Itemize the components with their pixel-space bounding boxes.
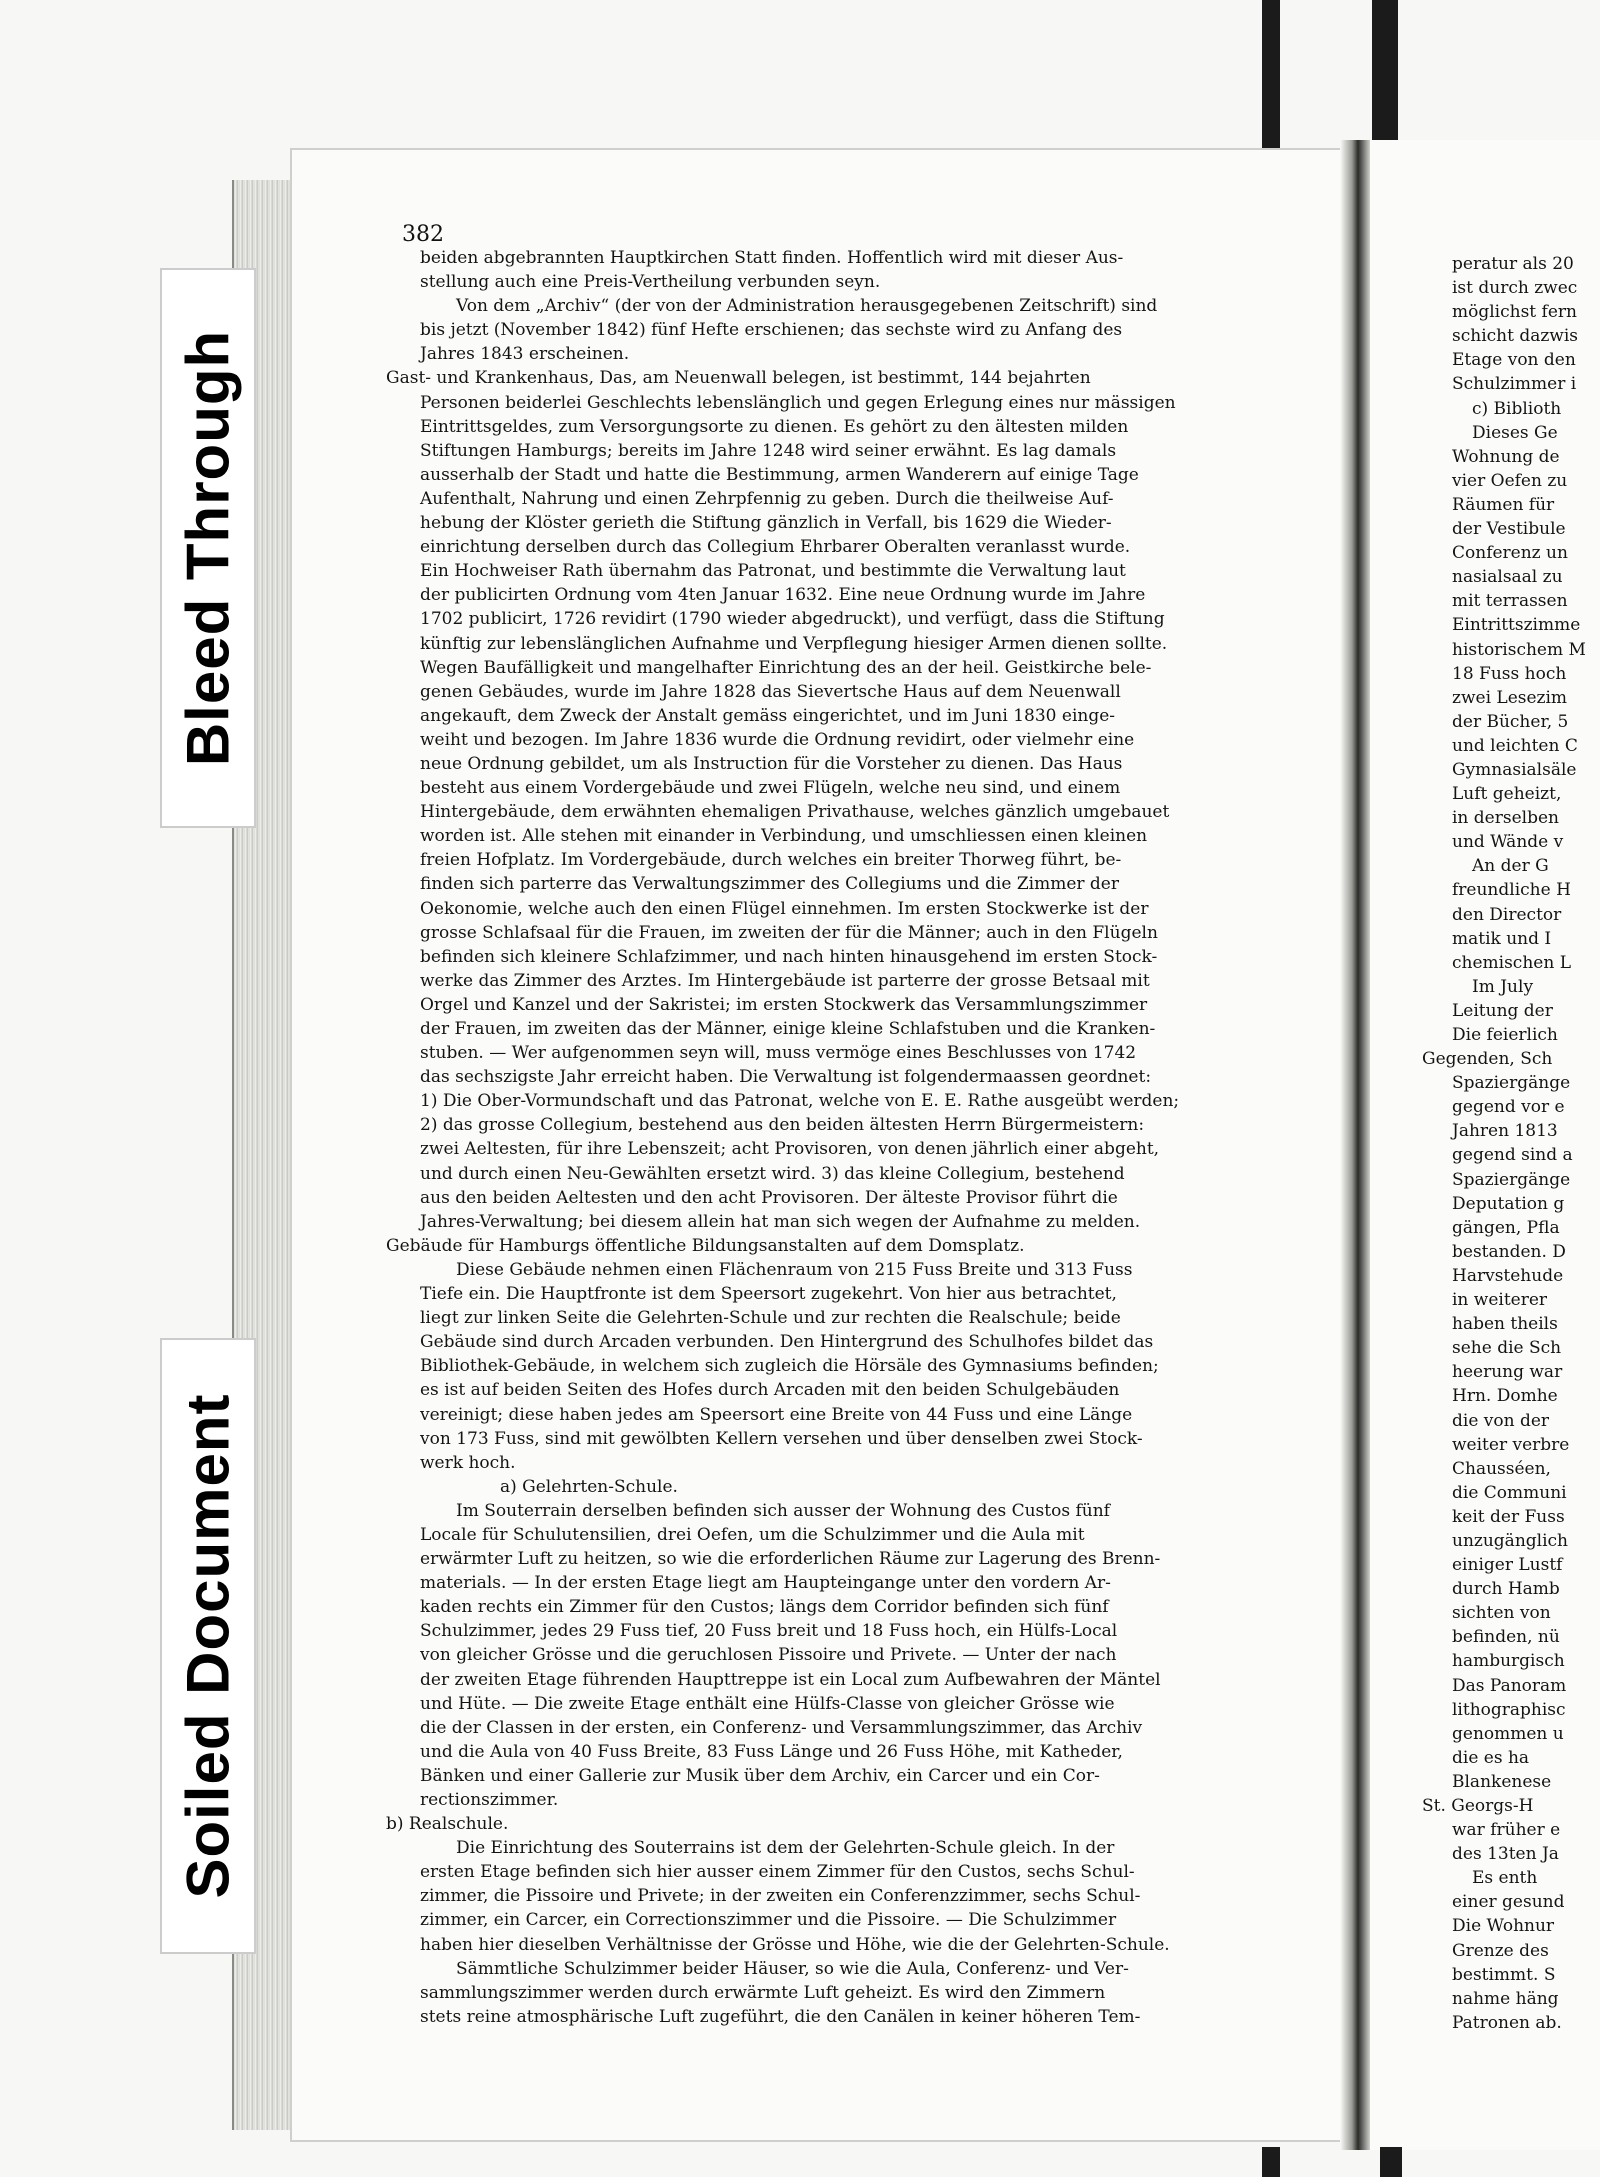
text-line: schicht dazwis xyxy=(1452,326,1579,347)
text-line: mit terrassen xyxy=(1452,591,1568,612)
bleed-through-label: Bleed Through xyxy=(174,329,242,767)
text-line: das sechszigste Jahr erreicht haben. Die Verwaltung ist folgendermaassen geordnet: xyxy=(420,1067,1152,1088)
text-line: Gegenden, Sch xyxy=(1422,1049,1553,1070)
text-line: angekauft, dem Zweck der Anstalt gemäss eingerichtet, und im Juni 1830 einge- xyxy=(420,705,1116,726)
text-line: Eintrittsgeldes, zum Versorgungsorte zu dienen. Es gehört zu den ältesten milden xyxy=(420,416,1129,437)
text-line: liegt zur linken Seite die Gelehrten-Schule und zur rechten die Realschule; beide xyxy=(420,1308,1121,1329)
text-line: chemischen L xyxy=(1452,952,1571,973)
text-line: Etage von den xyxy=(1452,350,1576,371)
text-line: hamburgisch xyxy=(1452,1651,1565,1672)
text-line: einrichtung derselben durch das Collegium Ehrbarer Oberalten veranlasst wurde. xyxy=(420,537,1131,558)
text-line: aus den beiden Aeltesten und den acht Provisoren. Der älteste Provisor führt die xyxy=(420,1187,1118,1208)
text-line: bestimmt. S xyxy=(1452,1964,1556,1985)
text-line: Gebäude für Hamburgs öffentliche Bildungsanstalten auf dem Domsplatz. xyxy=(386,1235,1025,1256)
text-line: Es enth xyxy=(1472,1868,1538,1889)
text-line: Gebäude sind durch Arcaden verbunden. Den Hintergrund des Schulhofes bildet das xyxy=(420,1332,1154,1353)
text-line: Jahren 1813 xyxy=(1452,1121,1558,1142)
right-page-text xyxy=(1422,252,1602,2035)
text-line: Blankenese xyxy=(1452,1771,1552,1792)
text-line: c) Biblioth xyxy=(1472,398,1562,419)
text-line: den Director xyxy=(1452,904,1562,925)
text-line: in derselben xyxy=(1452,808,1559,829)
text-line: Stiftungen Hamburgs; bereits im Jahre 1248 wird seiner erwähnt. Es lag damals xyxy=(420,440,1117,461)
text-line: einer gesund xyxy=(1452,1892,1565,1913)
text-line: haben theils xyxy=(1452,1314,1558,1335)
text-line: vereinigt; diese haben jedes am Speersort eine Breite von 44 Fuss und eine Länge xyxy=(420,1404,1133,1425)
text-line: von gleicher Grösse und die geruchlosen Pissoire und Privete. — Unter der nach xyxy=(420,1645,1117,1666)
text-line: Orgel und Kanzel und der Sakristei; im ersten Stockwerk das Versammlungszimmer xyxy=(420,994,1148,1015)
text-line: zwei Lesezim xyxy=(1452,687,1568,708)
text-line: gegend sind a xyxy=(1452,1145,1573,1166)
text-line: erwärmter Luft zu heitzen, so wie die erforderlichen Räume zur Lagerung des Brenn- xyxy=(420,1549,1161,1570)
text-line: besteht aus einem Vordergebäude und zwei Flügeln, welche neu sind, und einem xyxy=(420,778,1121,799)
text-line: stellung auch eine Preis-Vertheilung verbunden seyn. xyxy=(420,272,881,293)
text-line: b) Realschule. xyxy=(386,1814,509,1835)
text-line: Sämmtliche Schulzimmer beider Häuser, so wie die Aula, Conferenz- und Ver- xyxy=(456,1958,1129,1979)
text-line: gegend vor e xyxy=(1452,1097,1565,1118)
text-line: Spaziergänge xyxy=(1452,1169,1571,1190)
text-line: Oekonomie, welche auch den einen Flügel einnehmen. Im ersten Stockwerke ist der xyxy=(420,898,1149,919)
page-number: 382 xyxy=(402,222,444,247)
text-line: freundliche H xyxy=(1452,880,1571,901)
text-line: Tiefe ein. Die Hauptfronte ist dem Speersort zugekehrt. Von hier aus betrachtet, xyxy=(420,1284,1117,1305)
text-line: matik und I xyxy=(1452,928,1552,949)
text-line: worden ist. Alle stehen mit einander in Verbindung, und umschliessen einen kleinen xyxy=(420,826,1148,847)
text-line: Die Wohnur xyxy=(1452,1916,1555,1937)
text-line: finden sich parterre das Verwaltungszimmer des Collegiums und die Zimmer der xyxy=(420,874,1119,895)
text-line: Bänken und einer Gallerie zur Musik über dem Archiv, ein Carcer und ein Cor- xyxy=(420,1765,1100,1786)
text-line: zimmer, ein Carcer, ein Correctionszimmer und die Pissoire. — Die Schulzimmer xyxy=(420,1910,1117,1931)
text-line: lithographisc xyxy=(1452,1699,1566,1720)
text-line: haben hier dieselben Verhältnisse der Grösse und Höhe, wie die der Gelehrten-Schule. xyxy=(420,1934,1170,1955)
text-line: und die Aula von 40 Fuss Breite, 83 Fuss Länge und 26 Fuss Höhe, mit Katheder, xyxy=(420,1741,1123,1762)
text-line: materials. — In der ersten Etage liegt am Haupteingange unter den vordern Ar- xyxy=(420,1573,1111,1594)
text-line: von 173 Fuss, sind mit gewölbten Kellern versehen und über denselben zwei Stock- xyxy=(420,1428,1143,1449)
text-line: Schulzimmer i xyxy=(1452,374,1577,395)
text-line: Jahres-Verwaltung; bei diesem allein hat man sich wegen der Aufnahme zu melden. xyxy=(420,1211,1141,1232)
text-line: Von dem „Archiv“ (der von der Administration herausgegebenen Zeitschrift) sind xyxy=(456,296,1158,317)
text-line: grosse Schlafsaal für die Frauen, im zweiten der für die Männer; auch in den Flügeln xyxy=(420,922,1158,943)
left-page-text xyxy=(386,246,1340,2029)
text-line: der Frauen, im zweiten das der Männer, einige kleine Schlafstuben und die Kranken- xyxy=(420,1019,1156,1039)
text-line: war früher e xyxy=(1452,1820,1561,1841)
text-line: 2) das grosse Collegium, bestehend aus den beiden ältesten Herrn Bürgermeistern: xyxy=(420,1115,1145,1136)
text-line: in weiterer xyxy=(1452,1290,1548,1311)
text-line: der Vestibule xyxy=(1452,519,1566,540)
text-line: Hrn. Domhe xyxy=(1452,1386,1558,1407)
text-line: zimmer, die Pissoire und Privete; in der zweiten ein Conferenzzimmer, sechs Schul- xyxy=(420,1886,1141,1907)
text-line: der zweiten Etage führenden Haupttreppe ist ein Local zum Aufbewahren der Mäntel xyxy=(420,1669,1161,1690)
text-line: Gast- und Krankenhaus, Das, am Neuenwall belegen, ist bestimmt, 144 bejahrten xyxy=(386,368,1091,389)
text-line: genen Gebäudes, wurde im Jahre 1828 das Sievertsche Haus auf dem Neuenwall xyxy=(420,681,1121,702)
scanner-background-top-right xyxy=(1372,0,1398,150)
text-line: Spaziergänge xyxy=(1452,1073,1571,1094)
text-line: Ein Hochweiser Rath übernahm das Patronat, und bestimmte die Verwaltung laut xyxy=(420,561,1126,582)
text-line: peratur als 20 xyxy=(1452,254,1574,274)
text-line: möglichst fern xyxy=(1452,302,1577,323)
text-line: Wegen Baufälligkeit und mangelhafter Einrichtung des an der heil. Geistkirche bele- xyxy=(420,657,1152,678)
text-line: Deputation g xyxy=(1452,1193,1565,1214)
text-line: 18 Fuss hoch xyxy=(1452,663,1567,684)
text-line: rectionszimmer. xyxy=(420,1790,559,1810)
soiled-document-tab xyxy=(160,1338,256,1954)
text-line: und durch einen Neu-Gewählten ersetzt wird. 3) das kleine Collegium, bestehend xyxy=(420,1163,1125,1184)
text-line: hebung der Klöster gerieth die Stiftung gänzlich in Verfall, bis 1629 die Wieder- xyxy=(420,513,1112,534)
text-line: Gymnasialsäle xyxy=(1452,759,1577,780)
text-line: Locale für Schulutensilien, drei Oefen, um die Schulzimmer und die Aula mit xyxy=(420,1524,1085,1545)
text-line: einiger Lustf xyxy=(1452,1555,1563,1576)
text-line: werk hoch. xyxy=(420,1452,516,1473)
text-line: weiter verbre xyxy=(1452,1434,1570,1455)
text-line: und leichten C xyxy=(1452,735,1578,756)
text-line: unzugänglich xyxy=(1452,1530,1568,1551)
text-line: stuben. — Wer aufgenommen seyn will, muss vermöge eines Beschlusses von 1742 xyxy=(420,1043,1137,1064)
text-line: 1702 publicirt, 1726 revidirt (1790 wieder abgedruckt), und verfügt, dass die Stiftung xyxy=(420,609,1165,630)
text-line: Leitung der xyxy=(1452,1000,1553,1021)
text-line: nahme häng xyxy=(1452,1988,1559,2009)
text-line: künftig zur lebenslänglichen Aufnahme und Verpflegung hiesiger Armen dienen sollte. xyxy=(420,633,1168,654)
text-line: kaden rechts ein Zimmer für den Custos; längs dem Corridor befinden sich fünf xyxy=(420,1597,1109,1618)
text-line: Diese Gebäude nehmen einen Flächenraum von 215 Fuss Breite und 313 Fuss xyxy=(456,1259,1133,1280)
text-line: ausserhalb der Stadt und hatte die Bestimmung, armen Wanderern auf einige Tage xyxy=(420,464,1139,485)
text-line: Aufenthalt, Nahrung und einen Zehrpfennig zu geben. Durch die theilweise Auf- xyxy=(420,488,1114,509)
text-line: weiht und bezogen. Im Jahre 1836 wurde die Ordnung revidirt, oder vielmehr eine xyxy=(420,729,1135,750)
text-line: genommen u xyxy=(1452,1723,1564,1744)
text-line: die Communi xyxy=(1452,1482,1567,1503)
text-line: a) Gelehrten-Schule. xyxy=(500,1476,678,1497)
text-line: St. Georgs-H xyxy=(1422,1796,1534,1816)
text-line: die der Classen in der ersten, ein Conferenz- und Versammlungszimmer, das Archiv xyxy=(420,1717,1143,1738)
scanner-background-bottom-right xyxy=(1380,2147,1402,2177)
text-line: sehe die Sch xyxy=(1452,1338,1562,1359)
text-line: Das Panoram xyxy=(1452,1675,1567,1696)
text-line: befinden, nü xyxy=(1452,1627,1560,1648)
text-line: heerung war xyxy=(1452,1362,1563,1383)
text-line: sammlungszimmer werden durch erwärmte Luft geheizt. Es wird den Zimmern xyxy=(420,1982,1106,2003)
text-line: Harvstehude xyxy=(1452,1265,1564,1286)
text-line: Jahres 1843 erscheinen. xyxy=(420,344,630,365)
text-line: ist durch zwec xyxy=(1452,278,1578,299)
text-line: die von der xyxy=(1452,1410,1550,1431)
text-line: durch Hamb xyxy=(1452,1579,1560,1600)
text-line: keit der Fuss xyxy=(1452,1506,1565,1527)
text-line: es ist auf beiden Seiten des Hofes durch Arcaden mit den beiden Schulgebäuden xyxy=(420,1380,1120,1401)
text-line: bestanden. D xyxy=(1452,1241,1566,1262)
text-line: ersten Etage befinden sich hier ausser einem Zimmer für den Custos, sechs Schul- xyxy=(420,1862,1135,1883)
text-line: stets reine atmosphärische Luft zugeführt, die den Canälen in keiner höheren Tem- xyxy=(420,2006,1141,2027)
text-line: Bibliothek-Gebäude, in welchem sich zugleich die Hörsäle des Gymnasiums befinden; xyxy=(420,1356,1159,1377)
text-line: Chausséen, xyxy=(1452,1458,1551,1479)
text-line: Eintrittszimme xyxy=(1452,615,1581,636)
text-line: und Hüte. — Die zweite Etage enthält eine Hülfs-Classe von gleicher Grösse wie xyxy=(420,1693,1115,1714)
text-line: sichten von xyxy=(1452,1603,1551,1624)
text-line: beiden abgebrannten Hauptkirchen Statt finden. Hoffentlich wird mit dieser Aus- xyxy=(420,248,1124,268)
text-line: nasialsaal zu xyxy=(1452,567,1563,588)
text-line: historischem M xyxy=(1452,639,1586,660)
text-line: Personen beiderlei Geschlechts lebenslänglich und gegen Erlegung eines nur mässigen xyxy=(420,392,1176,413)
text-line: der publicirten Ordnung vom 4ten Januar 1632. Eine neue Ordnung wurde im Jahre xyxy=(420,585,1146,606)
text-line: bis jetzt (November 1842) fünf Hefte erschienen; das sechste wird zu Anfang des xyxy=(420,320,1123,341)
text-line: der Bücher, 5 xyxy=(1452,711,1569,732)
text-line: Patronen ab. xyxy=(1452,2012,1562,2033)
text-line: Die Einrichtung des Souterrains ist dem der Gelehrten-Schule gleich. In der xyxy=(456,1838,1115,1859)
bleed-through-tab xyxy=(160,268,256,828)
text-line: und Wände v xyxy=(1452,832,1564,853)
text-line: befinden sich kleinere Schlafzimmer, und nach hinten hinausgehend im ersten Stock- xyxy=(420,946,1158,967)
text-line: Dieses Ge xyxy=(1472,422,1558,443)
text-line: An der G xyxy=(1472,856,1549,877)
text-line: freien Hofplatz. Im Vordergebäude, durch welches ein breiter Thorweg führt, be- xyxy=(420,850,1122,871)
scanner-background-bottom xyxy=(1262,2147,1280,2177)
scanner-background-top xyxy=(1262,0,1280,150)
text-line: gängen, Pfla xyxy=(1452,1217,1560,1238)
text-line: die es ha xyxy=(1452,1747,1530,1768)
text-line: Wohnung de xyxy=(1452,446,1560,467)
text-line: Luft geheizt, xyxy=(1452,784,1562,805)
text-line: Die feierlich xyxy=(1452,1025,1558,1045)
text-line: Im Souterrain derselben befinden sich ausser der Wohnung des Custos fünf xyxy=(456,1500,1110,1521)
text-line: zwei Aeltesten, für ihre Lebenszeit; acht Provisoren, von denen jährlich einer abgeht, xyxy=(420,1139,1160,1160)
text-line: 1) Die Ober-Vormundschaft und das Patronat, welche von E. E. Rathe ausgeübt werden; xyxy=(420,1091,1180,1112)
text-line: Hintergebäude, dem erwähnten ehemaligen Privathause, welches gänzlich umgebauet xyxy=(420,802,1170,823)
text-line: Im July xyxy=(1472,976,1534,997)
text-line: Conferenz un xyxy=(1452,543,1568,564)
text-line: Räumen für xyxy=(1452,494,1555,515)
text-line: werke das Zimmer des Arztes. Im Hintergebäude ist parterre der grosse Betsaal mit xyxy=(420,970,1150,991)
text-line: neue Ordnung gebildet, um als Instruction für die Vorsteher zu dienen. Das Haus xyxy=(420,753,1123,774)
text-line: Schulzimmer, jedes 29 Fuss tief, 20 Fuss breit und 18 Fuss hoch, ein Hülfs-Local xyxy=(420,1621,1118,1642)
text-line: Grenze des xyxy=(1452,1940,1549,1961)
book-gutter xyxy=(1340,140,1370,2150)
text-line: vier Oefen zu xyxy=(1452,470,1568,491)
text-line: des 13ten Ja xyxy=(1452,1844,1559,1865)
soiled-document-label: Soiled Document xyxy=(174,1393,242,1899)
